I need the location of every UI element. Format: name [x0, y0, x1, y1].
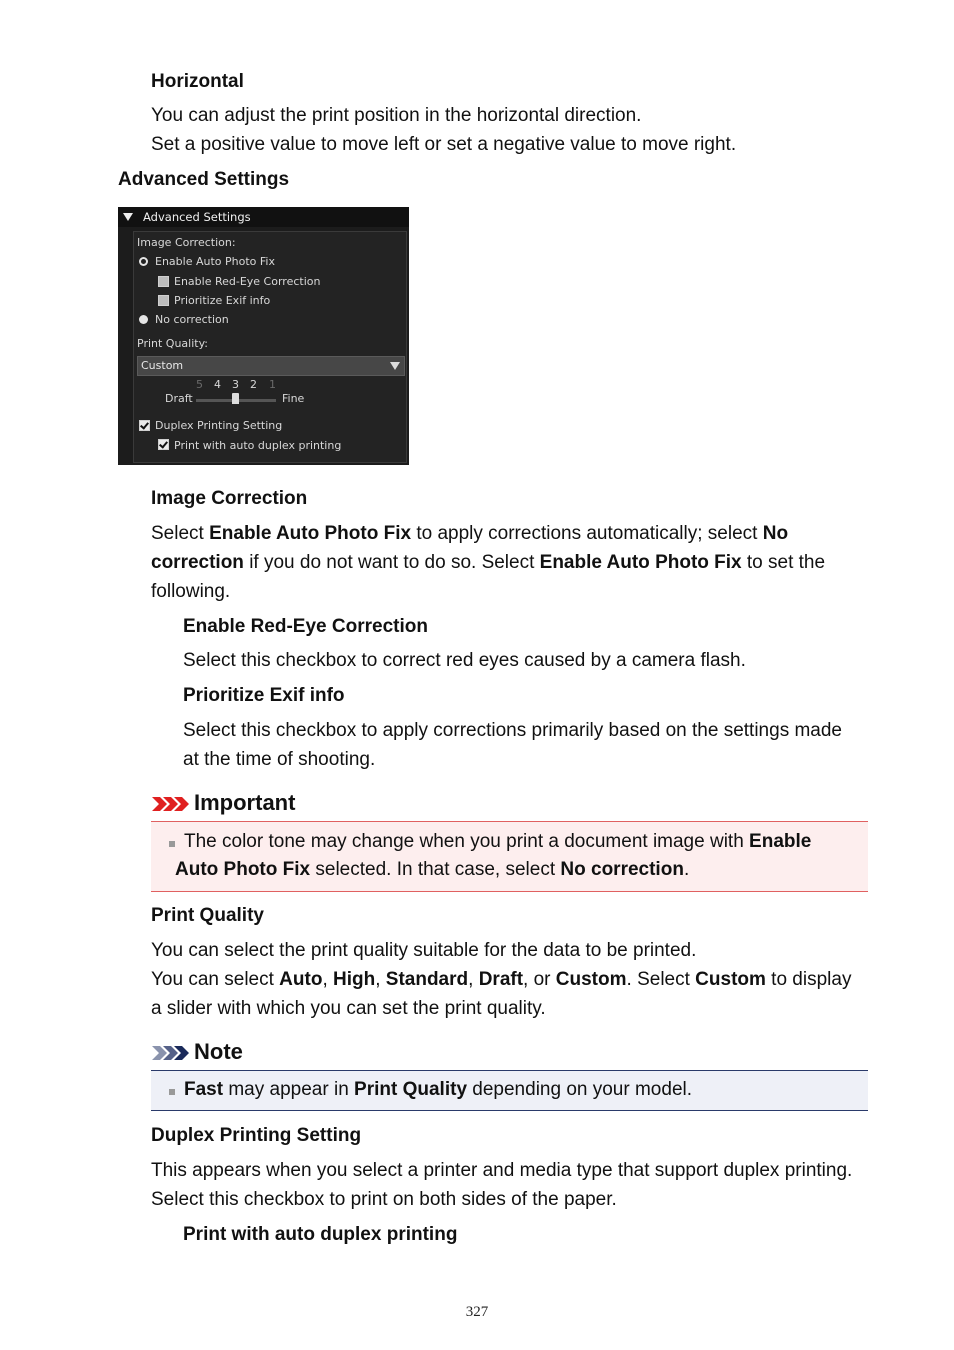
horizontal-line-2: Set a positive value to move left or set a negative value to move right. [151, 134, 737, 155]
print-quality-line-3: a slider with which you can set the print quality. [151, 998, 546, 1019]
print-quality-line-1: You can select the print quality suitable for the data to be printed. [151, 940, 697, 961]
collapse-triangle-icon[interactable] [123, 213, 133, 221]
red-eye-checkbox[interactable] [158, 276, 169, 287]
image-correction-para-line-1: Select Enable Auto Photo Fix to apply corrections automatically; select No [151, 523, 789, 544]
horizontal-heading: Horizontal [151, 71, 244, 92]
print-quality-label: Print Quality: [137, 337, 209, 350]
horizontal-line-1: You can adjust the print position in the horizontal direction. [151, 105, 642, 126]
slider-tick-5: 5 [196, 378, 203, 391]
exif-label: Prioritize Exif info [174, 294, 271, 307]
image-correction-label: Image Correction: [137, 236, 236, 249]
exif-text-line-2: at the time of shooting. [183, 749, 376, 770]
advanced-settings-heading: Advanced Settings [118, 169, 290, 190]
note-title: Note [194, 1039, 243, 1064]
slider-tick-4: 4 [214, 378, 221, 391]
exif-heading: Prioritize Exif info [183, 685, 345, 706]
slider-fine-label: Fine [282, 392, 305, 405]
image-correction-heading: Image Correction [151, 488, 308, 509]
advanced-settings-panel [118, 207, 409, 465]
slider-draft-label: Draft [165, 392, 193, 405]
exif-checkbox[interactable] [158, 295, 169, 306]
bullet-icon [169, 1089, 175, 1095]
enable-auto-photo-fix-radio[interactable] [139, 257, 148, 266]
note-box [151, 1070, 868, 1111]
exif-text-line-1: Select this checkbox to apply corrections primarily based on the settings made [183, 720, 842, 741]
chevron-down-icon [390, 362, 400, 370]
image-correction-para-line-2: correction if you do not want to do so. Select Enable Auto Photo Fix to set the [151, 552, 826, 573]
duplex-setting-label: Duplex Printing Setting [155, 419, 283, 432]
auto-duplex-heading: Print with auto duplex printing [183, 1224, 458, 1245]
important-box [151, 821, 868, 892]
slider-tick-1: 1 [269, 378, 276, 391]
important-line-1: The color tone may change when you print a document image with Enable [184, 831, 812, 852]
auto-duplex-label: Print with auto duplex printing [174, 439, 342, 452]
slider-tick-2: 2 [250, 378, 257, 391]
print-quality-heading: Print Quality [151, 905, 264, 926]
red-eye-heading: Enable Red-Eye Correction [183, 616, 428, 637]
red-eye-text: Select this checkbox to correct red eyes caused by a camera flash. [183, 650, 746, 671]
important-icon [152, 795, 190, 813]
image-correction-para-line-3: following. [151, 581, 231, 602]
auto-duplex-checkbox[interactable] [158, 439, 169, 450]
enable-auto-photo-fix-label: Enable Auto Photo Fix [155, 255, 275, 268]
duplex-setting-checkbox[interactable] [139, 420, 150, 431]
duplex-line-2: Select this checkbox to print on both sides of the paper. [151, 1189, 617, 1210]
panel-titlebar[interactable] [118, 207, 409, 227]
print-quality-select[interactable] [137, 356, 405, 376]
quality-slider-thumb[interactable] [232, 393, 239, 404]
panel-title: Advanced Settings [143, 210, 251, 224]
note-line: Fast may appear in Print Quality depending on your model. [184, 1079, 693, 1100]
no-correction-radio[interactable] [139, 315, 148, 324]
important-title: Important [194, 790, 296, 815]
note-icon [152, 1044, 190, 1062]
slider-tick-3: 3 [232, 378, 239, 391]
no-correction-label: No correction [155, 313, 229, 326]
duplex-line-1: This appears when you select a printer and media type that support duplex printing. [151, 1160, 853, 1181]
important-line-2: Auto Photo Fix selected. In that case, select No correction. [175, 859, 690, 880]
print-quality-value: Custom [141, 359, 184, 372]
page-number: 327 [465, 1304, 489, 1320]
bullet-icon [169, 841, 175, 847]
duplex-heading: Duplex Printing Setting [151, 1125, 362, 1146]
print-quality-line-2: You can select Auto, High, Standard, Draft, or Custom. Select Custom to display [151, 969, 852, 990]
red-eye-label: Enable Red-Eye Correction [174, 275, 321, 288]
